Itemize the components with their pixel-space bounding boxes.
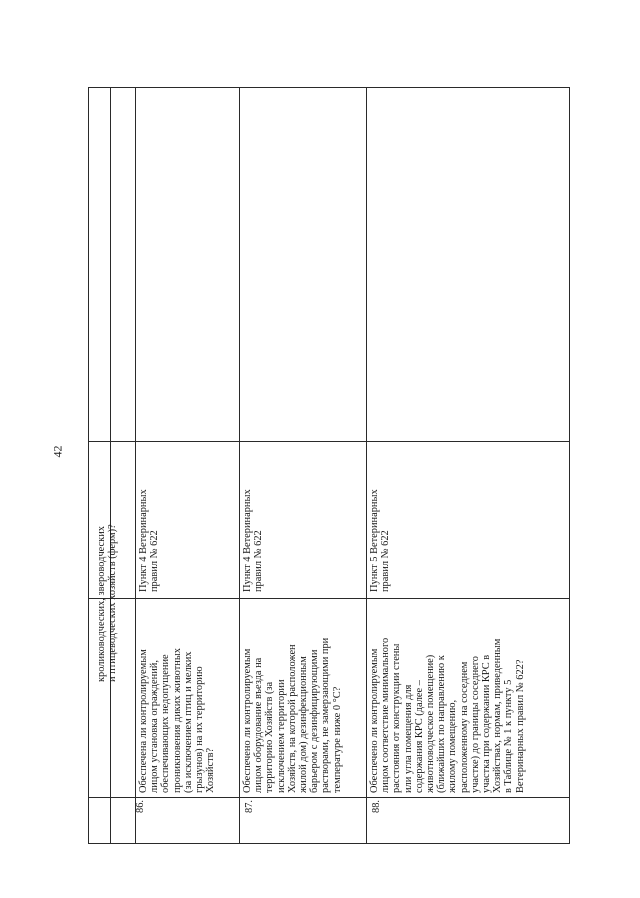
question-line: лицом соответствие минимального [380,637,392,793]
question-line: (за исключением птиц и мелких [182,651,194,793]
question-line: в Таблице № 1 к пункту 5 [503,679,515,793]
row-88-reference [369,489,391,592]
column-divider [110,87,111,844]
row-86-question [138,648,216,793]
question-line: лицом оборудование въезда на [253,657,265,793]
question-line: животноводческое помещение) [425,654,437,793]
row-divider [88,441,570,442]
page-number: 42 [50,445,65,458]
question-line: жилой дом) дезинфекционным [298,656,310,793]
reference-line: Пункт 5 Ветеринарных [369,489,380,592]
question-line: или угла помещения для [402,684,414,793]
question-line: температуре ниже 0 °С? [331,686,343,793]
row-divider [88,598,570,599]
question-line: расположенному на соседнем [458,661,470,793]
table-border-bottom [88,843,570,844]
question-line: жилому помещению, [447,699,459,793]
column-divider [135,87,136,844]
row-number: 88. [371,800,382,813]
reference-line: Пункт 4 Ветеринарных [138,489,149,592]
row-87-question [242,638,343,793]
question-line: содержания КРС (далее – [413,680,425,793]
question-line: Обеспечено ли контролируемым [369,648,380,793]
question-line: расстояния от конструкции стены [391,643,403,793]
question-line: Обеспечено ли контролируемым [242,648,253,793]
table-border-right [569,87,570,844]
question-line: (ближайших по направлению к [436,655,448,793]
column-divider [366,87,367,844]
column-divider [239,87,240,844]
table-border-left [88,87,89,844]
row-87-reference [242,489,264,592]
row-87-number [244,800,255,813]
row-86-reference [138,489,160,592]
question-line: лицом установка ограждений, [149,660,161,793]
question-line: обеспечивающих недопущение [160,654,172,793]
question-line: барьером с дезинфицирующими [309,649,321,793]
question-line: территорию Хозяйств (за [264,681,276,793]
table-border-top [88,87,570,88]
row-number: 86. [135,800,146,813]
question-line: грызунов) на их территорию [194,666,206,793]
question-line: Ветеринарных правил № 622? [514,659,526,793]
row-88-number [371,800,382,813]
question-line: Хозяйств? [205,747,217,793]
question-line: участке) до границы соседнего [469,656,481,793]
reference-line: правил № 622 [380,530,392,592]
question-line: растворами, не замерзающими при [320,637,332,793]
reference-line: Пункт 4 Ветеринарных [242,489,253,592]
reference-line: правил № 622 [149,530,161,592]
continuation-text [96,524,118,682]
question-line: Хозяйствах, нормам, приведенным [492,638,504,793]
continuation-line: кролиководческих, звероводческих [96,526,107,682]
row-number: 87. [244,800,255,813]
row-86-number [135,800,146,813]
question-line: проникновения диких животных [171,648,183,793]
question-line: Обеспечена ли контролируемым [138,649,149,793]
checklist-table [88,87,570,844]
question-line: исключением территории [275,679,287,793]
continuation-line: и птицеводческих хозяйств (ферм)? [107,524,119,682]
question-line: Хозяйств, на которой расположен [286,644,298,793]
reference-line: правил № 622 [253,530,265,592]
question-line: участка при содержании КРС в [481,654,493,793]
row-88-question [369,638,526,793]
row-divider [88,797,570,798]
